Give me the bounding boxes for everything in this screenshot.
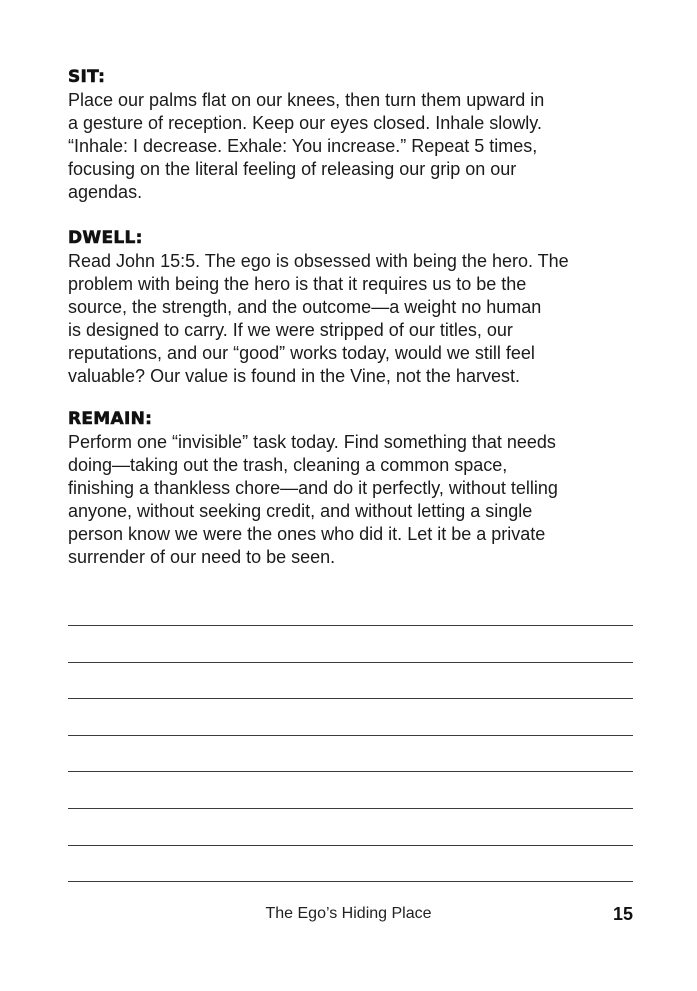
text-line: valuable? Our value is found in the Vine, not the harvest. xyxy=(68,366,520,386)
section-heading-sit: SIT: xyxy=(68,67,106,87)
section-heading-remain: REMAIN: xyxy=(68,409,153,429)
text-line: source, the strength, and the outcome—a weight no human xyxy=(68,297,542,317)
dwell-body-text xyxy=(68,250,634,388)
writing-line[interactable] xyxy=(68,845,633,846)
page-number: 15 xyxy=(612,904,633,924)
writing-line[interactable] xyxy=(68,808,633,809)
writing-line[interactable] xyxy=(68,698,633,699)
remain-section xyxy=(68,407,634,569)
section-heading-dwell: DWELL: xyxy=(68,228,143,248)
text-line: a gesture of reception. Keep our eyes closed. Inhale slowly. xyxy=(68,113,542,133)
remain-body-text xyxy=(68,431,634,569)
writing-line[interactable] xyxy=(68,662,633,663)
text-line: person know we were the ones who did it. Let it be a private xyxy=(68,524,546,544)
text-line: problem with being the hero is that it requires us to be the xyxy=(68,274,527,294)
sit-body-text xyxy=(68,89,634,204)
footer-title: The Ego’s Hiding Place xyxy=(265,905,432,922)
text-line: Read John 15:5. The ego is obsessed with being the hero. The xyxy=(68,251,569,271)
writing-line[interactable] xyxy=(68,625,633,626)
text-line: agendas. xyxy=(68,182,143,202)
writing-line[interactable] xyxy=(68,771,633,772)
writing-line[interactable] xyxy=(68,881,633,882)
text-line: reputations, and our “good” works today, would we still feel xyxy=(68,343,535,363)
text-line: finishing a thankless chore—and do it perfectly, without telling xyxy=(68,478,558,498)
text-line: focusing on the literal feeling of releasing our grip on our xyxy=(68,159,517,179)
text-line: Perform one “invisible” task today. Find something that needs xyxy=(68,432,556,452)
text-line: surrender of our need to be seen. xyxy=(68,547,336,567)
text-line: is designed to carry. If we were stripped of our titles, our xyxy=(68,320,513,340)
text-line: anyone, without seeking credit, and without letting a single xyxy=(68,501,533,521)
sit-section xyxy=(68,65,634,204)
text-line: Place our palms flat on our knees, then turn them upward in xyxy=(68,90,545,110)
text-line: doing—taking out the trash, cleaning a common space, xyxy=(68,455,508,475)
text-line: “Inhale: I decrease. Exhale: You increase.” Repeat 5 times, xyxy=(68,136,538,156)
dwell-section xyxy=(68,226,634,388)
writing-line[interactable] xyxy=(68,735,633,736)
